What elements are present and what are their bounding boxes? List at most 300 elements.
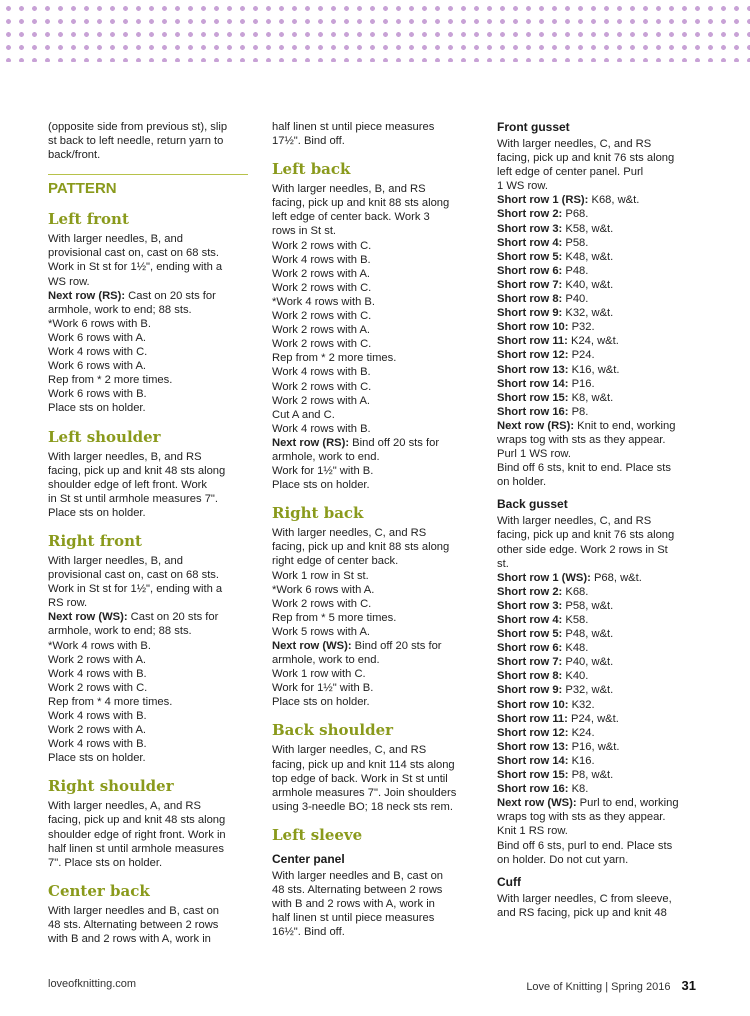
row-text: facing, pick up and knit 114 sts along — [272, 758, 455, 771]
text-line — [48, 904, 248, 918]
text-line — [497, 334, 707, 348]
text-line — [272, 295, 472, 309]
text-line — [48, 737, 248, 751]
row-text: With larger needles, B, and RS — [272, 183, 426, 196]
row-label: Next row (RS): — [48, 289, 126, 302]
row-text: Work 2 rows with A. — [272, 394, 371, 407]
text-line — [272, 224, 472, 238]
text-line — [497, 754, 707, 768]
row-text: K8. — [568, 783, 589, 796]
text-line — [272, 281, 472, 295]
text-line — [272, 554, 472, 568]
text-line — [497, 461, 707, 475]
row-text: K48. — [562, 642, 589, 655]
row-text: other side edge. Work 2 rows in St — [497, 543, 668, 556]
text-line — [272, 897, 472, 911]
row-label: Short row 4: — [497, 614, 563, 626]
row-text: Rep from * 2 more times. — [272, 352, 397, 365]
row-text: st. — [497, 557, 509, 570]
row-text: 16½". Bind off. — [272, 926, 345, 939]
text-line — [48, 401, 248, 415]
text-line — [497, 906, 707, 920]
section-heading: PATTERN — [48, 174, 248, 198]
text-line — [48, 289, 248, 303]
row-text: left edge of center back. Work 3 — [272, 211, 430, 224]
row-text: P68. — [562, 208, 589, 221]
text-line — [48, 303, 248, 317]
row-text: armhole, work to end; 88 sts. — [48, 303, 192, 316]
row-text: P24, w&t. — [567, 712, 619, 725]
row-text: wraps tog with sts as they appear. — [497, 811, 666, 824]
row-text: Rep from * 4 more times. — [48, 695, 173, 708]
text-line — [48, 478, 248, 492]
text-line — [48, 232, 248, 246]
row-text: on holder. Do not cut yarn. — [497, 853, 629, 866]
text-line — [272, 869, 472, 883]
row-text: Work for 1½" with B. — [272, 682, 374, 695]
text-line — [272, 611, 472, 625]
section-heading: Left shoulder — [48, 427, 161, 446]
text-line — [48, 799, 248, 813]
row-text: Rep from * 2 more times. — [48, 374, 173, 387]
text-line — [497, 236, 707, 250]
row-text: Work 2 rows with C. — [272, 239, 372, 252]
row-label: Short row 6: — [497, 264, 563, 277]
text-line — [48, 134, 248, 148]
text-line — [497, 796, 707, 810]
row-text: Work 6 rows with B. — [48, 388, 147, 401]
text-line — [272, 380, 472, 394]
row-label: Short row 9: — [497, 684, 563, 697]
row-text: Work 4 rows with B. — [48, 710, 147, 722]
row-text: Cast on 20 sts for — [125, 289, 216, 302]
row-text: Work 2 rows with A. — [272, 324, 371, 337]
row-label: Next row (WS): — [272, 640, 352, 652]
row-text: Work 1 row in St st. — [272, 569, 369, 582]
row-text: P58, w&t. — [562, 599, 614, 612]
section-heading: Left front — [48, 210, 129, 229]
row-text: Bind off 20 sts for — [349, 436, 440, 449]
text-line — [272, 667, 472, 681]
row-label: Short row 11: — [497, 335, 568, 348]
row-text: P8, w&t. — [568, 769, 614, 782]
row-text: half linen st until piece measures — [272, 121, 435, 133]
row-label: Short row 15: — [497, 391, 569, 404]
row-label: Short row 8: — [497, 293, 563, 306]
row-label: Short row 2: — [497, 585, 563, 598]
text-line — [497, 320, 707, 334]
row-text: wraps tog with sts as they appear. — [497, 433, 666, 446]
text-line — [48, 387, 248, 401]
text-line — [48, 596, 248, 610]
row-text: Work 6 rows with A. — [48, 331, 147, 344]
row-text: in St st until armhole measures 7". — [48, 492, 218, 505]
row-text: With larger needles, C, and RS — [272, 744, 427, 757]
row-label: Short row 4: — [497, 236, 563, 249]
text-line — [497, 782, 707, 796]
row-text: With larger needles, B, and — [48, 554, 183, 567]
row-text: Rep from * 5 more times. — [272, 611, 397, 624]
row-text: with B and 2 rows with A, work in — [48, 933, 211, 946]
text-line — [497, 222, 707, 236]
text-line — [272, 436, 472, 450]
text-line — [48, 317, 248, 331]
row-label: Short row 13: — [497, 740, 569, 753]
row-text: Work 4 rows with C. — [48, 346, 148, 359]
text-line — [272, 120, 472, 134]
text-line — [497, 768, 707, 782]
row-text: P32. — [568, 321, 595, 334]
row-text: half linen st until armhole measures — [48, 842, 224, 855]
text-line — [497, 571, 707, 585]
text-line — [497, 557, 707, 571]
text-line — [48, 506, 248, 520]
text-line — [272, 786, 472, 800]
text-line — [272, 925, 472, 939]
row-text: P24. — [568, 349, 595, 362]
text-line — [497, 278, 707, 292]
row-text: top edge of back. Work in St st until — [272, 772, 448, 785]
row-text: K40. — [562, 670, 589, 683]
row-label: Short row 5: — [497, 628, 563, 641]
text-line — [48, 345, 248, 359]
text-line — [48, 373, 248, 387]
row-text: With larger needles, C from sleeve, — [497, 892, 672, 905]
row-text: facing, pick up and knit 76 sts along — [497, 529, 675, 542]
text-line — [48, 723, 248, 737]
subsection-heading: Center panel — [272, 851, 345, 866]
text-line — [48, 681, 248, 695]
text-line — [497, 363, 707, 377]
row-text: Work 5 rows with A. — [272, 625, 371, 638]
row-text: Purl 1 WS row. — [497, 448, 571, 461]
text-line — [497, 405, 707, 419]
text-line — [272, 695, 472, 709]
row-label: Short row 12: — [497, 726, 569, 739]
text-line — [48, 695, 248, 709]
subsection-heading: Cuff — [497, 874, 521, 889]
text-line — [48, 639, 248, 653]
row-label: Short row 3: — [497, 222, 563, 235]
row-text: Work 2 rows with A. — [48, 653, 147, 666]
row-text: K16, w&t. — [568, 363, 620, 376]
text-line — [497, 165, 707, 179]
text-line — [272, 540, 472, 554]
text-line — [48, 653, 248, 667]
row-label: Short row 1 (RS): — [497, 194, 589, 207]
row-text: and RS facing, pick up and knit 48 — [497, 906, 667, 919]
row-text: Bind off 6 sts, knit to end. Place sts — [497, 462, 671, 475]
section-heading: Left sleeve — [272, 825, 363, 844]
row-text: With larger needles, B, and RS — [48, 450, 202, 463]
text-line — [497, 683, 707, 697]
row-text: P16, w&t. — [568, 740, 620, 753]
text-line — [497, 433, 707, 447]
row-text: Place sts on holder. — [272, 696, 370, 709]
row-label: Short row 12: — [497, 349, 569, 362]
text-line — [272, 743, 472, 757]
text-line — [48, 492, 248, 506]
row-text: *Work 4 rows with B. — [48, 639, 151, 652]
text-line — [497, 179, 707, 193]
text-line — [48, 246, 248, 260]
text-line — [272, 196, 472, 210]
text-line — [272, 681, 472, 695]
text-line — [272, 883, 472, 897]
row-text: 48 sts. Alternating between 2 rows — [48, 918, 219, 931]
section-heading: Left back — [272, 160, 351, 179]
text-line — [497, 810, 707, 824]
row-text: left edge of center panel. Purl — [497, 166, 644, 179]
text-line — [48, 331, 248, 345]
row-text: Work 2 rows with C. — [48, 681, 148, 694]
text-line — [272, 134, 472, 148]
row-text: P58. — [562, 236, 589, 249]
row-text: K16. — [568, 754, 595, 767]
text-line — [48, 624, 248, 638]
row-text: armhole, work to end; 88 sts. — [48, 625, 192, 638]
text-line — [497, 151, 707, 165]
row-text: facing, pick up and knit 88 sts along — [272, 541, 450, 554]
row-text: P40, w&t. — [562, 656, 614, 669]
row-label: Next row (WS): — [48, 611, 128, 624]
text-line — [497, 207, 707, 221]
text-line — [497, 824, 707, 838]
row-label: Short row 16: — [497, 783, 569, 796]
text-line — [48, 260, 248, 274]
row-text: With larger needles, A, and RS — [48, 800, 201, 813]
text-line — [48, 450, 248, 464]
row-text: With larger needles, B, and — [48, 233, 183, 246]
row-label: Short row 15: — [497, 769, 569, 782]
text-line — [272, 365, 472, 379]
text-line — [48, 813, 248, 827]
text-line — [497, 599, 707, 613]
row-text: K68, w&t. — [588, 194, 640, 207]
row-label: Short row 5: — [497, 250, 563, 263]
text-line — [497, 250, 707, 264]
row-text: *Work 6 rows with A. — [272, 583, 375, 596]
row-label: Short row 11: — [497, 712, 568, 725]
text-line — [497, 839, 707, 853]
text-line — [48, 359, 248, 373]
text-line — [48, 554, 248, 568]
section-heading: Right back — [272, 504, 364, 523]
text-line — [272, 800, 472, 814]
row-text: WS row. — [48, 275, 90, 288]
row-text: facing, pick up and knit 76 sts along — [497, 152, 675, 165]
text-line — [497, 698, 707, 712]
row-text: Place sts on holder. — [48, 402, 146, 415]
row-text: facing, pick up and knit 48 sts along — [48, 814, 226, 827]
row-text: Work 2 rows with C. — [272, 597, 372, 610]
row-text: Place sts on holder. — [48, 506, 146, 519]
text-line — [272, 450, 472, 464]
row-text: st back to left needle, return yarn to — [48, 135, 224, 148]
text-line — [272, 653, 472, 667]
text-line — [272, 323, 472, 337]
row-text: Work 4 rows with B. — [272, 422, 371, 435]
text-line — [497, 613, 707, 627]
row-text: Purl to end, working — [576, 797, 679, 810]
row-text: on holder. — [497, 476, 547, 489]
magazine-name: Love of Knitting — [526, 981, 603, 993]
row-text: Work 6 rows with A. — [48, 360, 147, 373]
row-text: half linen st until piece measures — [272, 912, 435, 925]
row-text: Work 2 rows with A. — [272, 267, 371, 280]
column-2 — [272, 120, 472, 939]
row-text: rows in St st. — [272, 225, 337, 238]
text-line — [48, 918, 248, 932]
page-number: 31 — [681, 978, 696, 993]
row-text: with B and 2 rows with A, work in — [272, 898, 435, 911]
text-line — [497, 892, 707, 906]
row-text: K58, w&t. — [562, 222, 614, 235]
text-line — [48, 856, 248, 870]
row-text: Cut A and C. — [272, 408, 335, 421]
text-line — [272, 394, 472, 408]
row-text: armhole, work to end. — [272, 654, 380, 667]
text-line — [48, 464, 248, 478]
text-line — [272, 526, 472, 540]
text-line — [272, 911, 472, 925]
row-text: Work 4 rows with B. — [48, 667, 147, 680]
row-text: facing, pick up and knit 88 sts along — [272, 197, 450, 210]
issue-date: | Spring 2016 — [605, 981, 671, 993]
row-text: Work 4 rows with B. — [48, 738, 147, 751]
row-text: P32, w&t. — [562, 684, 614, 697]
text-line — [48, 751, 248, 765]
text-line — [272, 583, 472, 597]
text-line — [48, 275, 248, 289]
column-1 — [48, 120, 248, 946]
text-line — [48, 932, 248, 946]
row-text: With larger needles and B, cast on — [272, 869, 444, 882]
text-line — [497, 641, 707, 655]
row-text: shoulder edge of right front. Work in — [48, 828, 226, 841]
text-line — [497, 137, 707, 151]
text-line — [272, 569, 472, 583]
row-text: K32. — [568, 698, 595, 711]
row-label: Next row (RS): — [272, 436, 350, 449]
row-label: Short row 14: — [497, 377, 569, 390]
footer-website[interactable]: loveofknitting.com — [48, 978, 137, 990]
row-label: Short row 6: — [497, 642, 563, 655]
text-line — [272, 253, 472, 267]
row-text: Bind off 6 sts, purl to end. Place sts — [497, 839, 673, 852]
row-text: Work 2 rows with C. — [272, 310, 372, 323]
text-line — [497, 292, 707, 306]
text-line — [497, 853, 707, 867]
text-line — [497, 514, 707, 528]
text-line — [272, 597, 472, 611]
text-line — [272, 210, 472, 224]
row-text: Work 4 rows with B. — [272, 366, 371, 379]
text-line — [497, 264, 707, 278]
text-line — [497, 655, 707, 669]
text-line — [497, 726, 707, 740]
text-line — [272, 309, 472, 323]
row-text: 17½". Bind off. — [272, 135, 345, 148]
text-line — [48, 120, 248, 134]
row-text: Work 2 rows with C. — [272, 380, 372, 393]
row-label: Next row (RS): — [497, 419, 575, 432]
row-text: Bind off 20 sts for — [351, 640, 442, 652]
row-text: *Work 6 rows with B. — [48, 317, 151, 330]
row-text: Knit 1 RS row. — [497, 825, 568, 838]
row-label: Short row 10: — [497, 698, 569, 711]
row-text: With larger needles and B, cast on — [48, 904, 220, 917]
row-text: P48. — [562, 264, 589, 277]
row-text: provisional cast on, cast on 68 sts. — [48, 247, 220, 260]
text-line — [272, 351, 472, 365]
section-heading: Center back — [48, 881, 150, 900]
text-line — [48, 709, 248, 723]
dot-pattern-banner — [0, 0, 750, 62]
text-line — [48, 148, 248, 162]
text-line — [497, 419, 707, 433]
text-line — [497, 669, 707, 683]
row-text: 1 WS row. — [497, 180, 548, 193]
row-text: 48 sts. Alternating between 2 rows — [272, 884, 443, 897]
text-line — [272, 408, 472, 422]
row-text: P16. — [568, 377, 595, 390]
subsection-heading: Back gusset — [497, 497, 568, 512]
row-text: K48, w&t. — [562, 250, 614, 263]
row-text: Work 2 rows with C. — [272, 338, 372, 351]
row-label: Short row 9: — [497, 307, 563, 320]
row-text: Work for 1½" with B. — [272, 465, 374, 478]
text-line — [48, 667, 248, 681]
row-text: Cast on 20 sts for — [127, 611, 219, 624]
text-line — [272, 639, 472, 653]
text-line — [497, 193, 707, 207]
row-label: Short row 13: — [497, 363, 569, 376]
row-text: Work 2 rows with A. — [48, 724, 147, 737]
text-line — [497, 627, 707, 641]
text-line — [497, 348, 707, 362]
row-text: K8, w&t. — [568, 391, 614, 404]
row-text: With larger needles, C, and RS — [497, 138, 652, 150]
text-line — [497, 377, 707, 391]
row-text: Work 2 rows with C. — [272, 281, 372, 294]
row-text: P68, w&t. — [590, 571, 642, 584]
section-heading: Right shoulder — [48, 777, 174, 796]
text-line — [272, 625, 472, 639]
column-3 — [497, 120, 707, 920]
text-line — [497, 740, 707, 754]
text-line — [497, 391, 707, 405]
text-line — [272, 758, 472, 772]
row-text: (opposite side from previous st), slip — [48, 121, 228, 133]
section-heading: Right front — [48, 531, 142, 550]
row-label: Short row 10: — [497, 321, 569, 334]
row-text: K40, w&t. — [562, 278, 614, 291]
row-text: Work in St st for 1½", ending with a — [48, 261, 223, 274]
row-text: 7". Place sts on holder. — [48, 856, 163, 869]
row-text: K58. — [562, 614, 589, 626]
row-text: With larger needles, C, and RS — [272, 527, 427, 540]
row-text: facing, pick up and knit 48 sts along — [48, 464, 226, 477]
text-line — [497, 543, 707, 557]
row-text: right edge of center back. — [272, 555, 399, 568]
row-text: Work in St st for 1½", ending with a — [48, 583, 223, 596]
row-text: K32, w&t. — [562, 307, 614, 320]
row-text: P48, w&t. — [562, 628, 614, 641]
text-line — [497, 528, 707, 542]
row-label: Short row 3: — [497, 599, 563, 612]
text-line — [272, 337, 472, 351]
